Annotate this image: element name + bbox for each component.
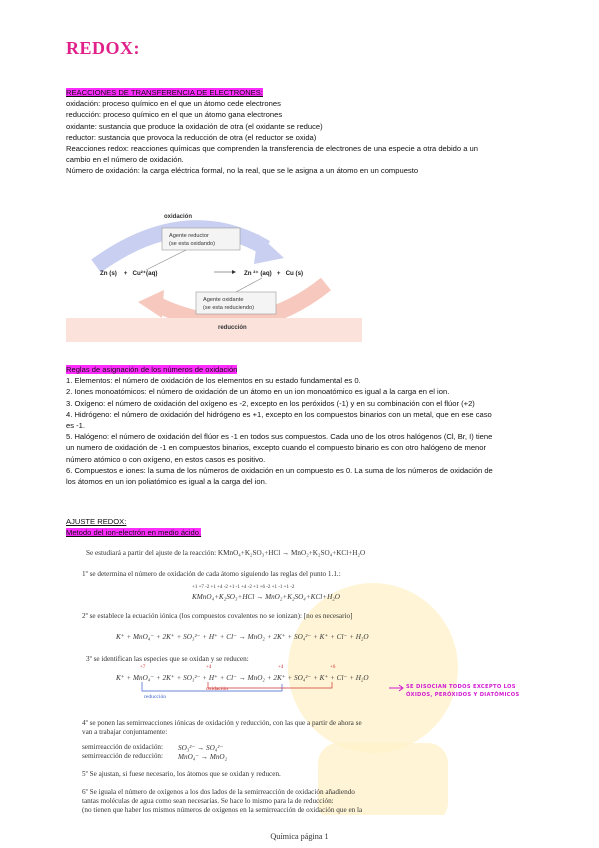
rule-line: 4. Hidrógeno: el número de oxidación del hidrógeno es +1, excepto en los compuestos binarios con un metal, que en ese caso	[66, 409, 492, 419]
rule-line: 1. Elementos: el número de oxidación de los elementos en su estado fundamental es 0.	[66, 376, 361, 386]
oxidation-tag: oxidación	[206, 686, 229, 692]
method-heading: Metodo del ion-electrón en medio ácido.	[66, 528, 202, 538]
scan-intro: Se estudiará a partir del ajuste de la reacción: KMnO₄+K₂SO₃+HCl → MnO₂+K₂SO₄+KCl+H₂O	[86, 549, 366, 557]
scan-step5: 5º Se ajustan, si fuese necesario, los átomos que se oxidan y reducen.	[82, 770, 281, 778]
reducing-pointer	[146, 250, 186, 270]
semi-reduction-equation: MnO₄⁻ → MnO₂	[178, 753, 228, 761]
handwritten-note	[406, 683, 520, 699]
reduction-tag: reducción	[144, 694, 167, 700]
reaction-arrowhead	[232, 270, 236, 274]
scanned-excerpt	[78, 543, 518, 815]
oxidation-label: oxidación	[164, 214, 193, 220]
definition-line: cambio en el número de oxidación.	[66, 155, 184, 165]
section-heading-transfer: REACCIONES DE TRANSFERENCIA DE ELECTRONES:	[66, 88, 263, 97]
products-equation: Zn ²⁺ (aq) + Cu (s)	[244, 270, 304, 277]
definition-line: Reacciones redox: reacciones químicas que comprenden la transferencia de electrones de una especie a otra debido a un	[66, 144, 479, 154]
definition-line: oxidante: sustancia que produce la oxidación de otra (el oxidante se reduce)	[66, 121, 323, 131]
scan-step6b: tantas moléculas de agua como sean necesarias. Se hace lo mismo para la de reducción:	[82, 797, 334, 805]
ox-number-s-product: +6	[330, 665, 336, 670]
reduction-arrowhead	[138, 290, 164, 318]
section-heading-adjust: AJUSTE REDOX:	[66, 517, 127, 526]
adjustment-section	[66, 516, 586, 538]
ox-number-mn-product: +4	[278, 665, 284, 670]
rule-line: 2. Iones monoatómicos: el número de oxidación de un átomo en un ion monoatómico es igual a la carga en el ion.	[66, 387, 450, 397]
rules-section	[66, 364, 586, 487]
definition-line: oxidación: proceso químico en el que un átomo cede electrones	[66, 99, 281, 109]
rule-line: 3. Oxígeno: el número de oxidación del oxígeno es -2, excepto en los peróxidos (-1) y en su combinación con el flúor (+2)	[66, 398, 475, 408]
reducing-agent-line2: (se esta oxidando)	[169, 241, 216, 247]
definition-line: reductor: sustancia que provoca la reducción de otra (el reductor se oxida)	[66, 132, 317, 142]
rule-line: los átomos en un ion poliatómico es igual a la carga del ion.	[66, 477, 267, 487]
rule-line: 5. Halógeno: el número de oxidación del flúor es -1 en todos sus compuestos. Cada uno de los otros halógenos (Cl, Br, I) tiene	[66, 432, 493, 442]
oxidizing-pointer	[236, 278, 262, 292]
scan-step3-equation: K⁺ + MnO₄⁻ + 2K⁺ + SO₃²⁻ + H⁺ + Cl⁻ → MnO₂ + 2K⁺ + SO₄²⁻ + K⁺ + Cl⁻ + H₂O	[116, 674, 369, 682]
watermark-shape	[318, 743, 448, 815]
oxidation-arrowhead	[254, 234, 284, 264]
scan-step6c: (no tienen que haber los mismos números de oxígenos en la semirreacción de oxidación que en la	[82, 806, 363, 814]
annotation-arrow-icon	[388, 684, 406, 692]
reducing-agent-line1: Agente reductor	[169, 233, 209, 239]
redox-diagram	[66, 206, 362, 342]
definition-line: reducción: proceso químico en el que un átomo gana electrones	[66, 110, 283, 120]
watermark-circle	[288, 583, 458, 753]
reduction-band	[66, 318, 362, 342]
scan-step1-numbers: +1 +7 -2 +1 +4 -2 +1 -1 +4 -2 +1 +6 -2 +1 -1 +1 -2	[192, 585, 295, 590]
page-title: REDOX:	[66, 38, 140, 58]
redox-diagram-graphic	[66, 206, 362, 342]
scan-step4b: van a trabajar conjuntamente:	[82, 728, 168, 736]
scan-step1-equation: KMnO₄+K₂SO₃+HCl → MnO₂+K₂SO₄+KCl+H₂O	[192, 593, 340, 601]
scan-step6a: 6º Se iguala el número de oxígenos a los dos lados de la semirreacción de oxidación añadiendo	[82, 788, 355, 796]
redox-brackets	[138, 682, 348, 704]
handwritten-note-line2: ÓXIDOS, PERÓXIDOS Y DIATÓMICOS	[406, 692, 520, 698]
semi-oxidation-equation: SO₃²⁻ → SO₄²⁻	[178, 744, 224, 752]
page-footer: Química página 1	[270, 832, 329, 841]
reactants-equation: Zn (s) + Cu²⁺(aq)	[100, 270, 158, 277]
ox-number-s-reactant: +4	[206, 665, 212, 670]
semi-oxidation-label: semirreacción de oxidación:	[82, 743, 164, 751]
rule-line: 6. Compuestos e iones: la suma de los números de oxidación en un compuesto es 0. La suma de los números de oxidación de	[66, 465, 493, 475]
section-heading-rules: Reglas de asignación de los números de oxidación	[66, 365, 238, 374]
handwritten-note-line1: SE DISOCIAN TODOS EXCEPTO LOS	[406, 684, 516, 690]
scan-step2: 2º se establece la ecuación iónica (los compuestos covalentes no se ionizan): [no es necesario]	[82, 612, 353, 620]
semi-reduction-label: semirreacción de reducción:	[82, 752, 164, 760]
scan-step4a: 4º se ponen las semirreacciones iónicas de oxidación y reducción, con las que a partir de ahora se	[82, 719, 362, 727]
ox-number-mn: +7	[140, 665, 146, 670]
scan-step1: 1º se determina el número de oxidación de cada átomo siguiendo las reglas del punto 1.1.:	[82, 570, 341, 578]
scan-step2-equation: K⁺ + MnO₄⁻ + 2K⁺ + SO₃²⁻ + H⁺ + Cl⁻ → MnO₂ + 2K⁺ + SO₄²⁻ + K⁺ + Cl⁻ + H₂O	[116, 633, 369, 641]
scan-step3: 3º se identifican las especies que se oxidan y se reducen:	[86, 655, 249, 663]
rule-line: un numero de oxidación de -1 en compuestos binarios, excepto cuando el compuesto binario es con otro halógeno de menor	[66, 443, 487, 453]
rule-line: número atómico o con oxígeno, en estos casos es positivo.	[66, 454, 266, 464]
definitions-section	[66, 87, 586, 177]
oxidizing-agent-line2: (se esta reduciendo)	[203, 305, 254, 311]
definition-line: Número de oxidación: la carga eléctrica formal, no la real, que se le asigna a un átomo en un compuesto	[66, 166, 419, 176]
reduction-label: reducción	[218, 325, 247, 331]
oxidizing-agent-line1: Agente oxidante	[203, 297, 244, 303]
rule-line: es -1.	[66, 421, 85, 431]
